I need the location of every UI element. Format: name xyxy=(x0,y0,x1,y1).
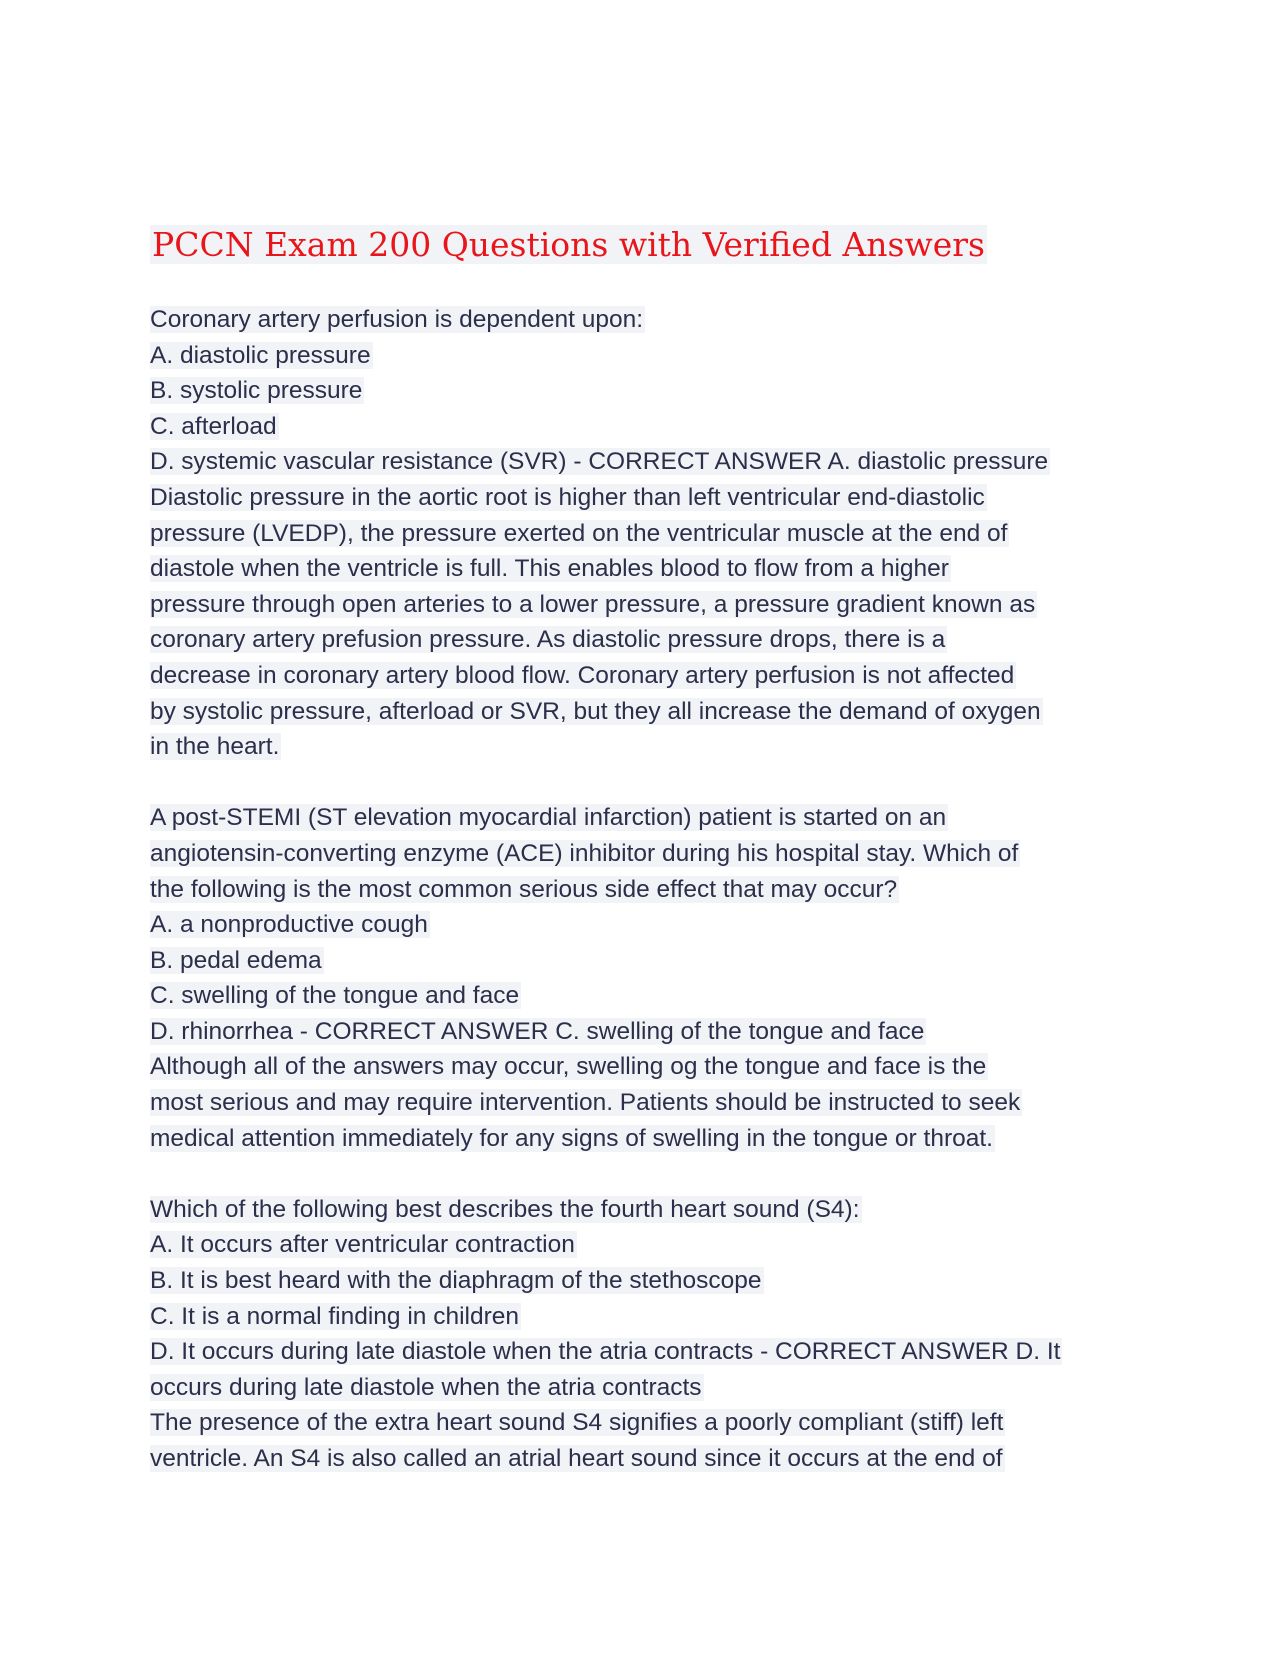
text-line: A post-STEMI (ST elevation myocardial infarction) patient is started on an xyxy=(150,804,947,832)
text-line: pressure through open arteries to a lower pressure, a pressure gradient known as xyxy=(150,590,1036,618)
text-line: decrease in coronary artery blood flow. Coronary artery perfusion is not affected xyxy=(150,661,1015,689)
text-line: ventricle. An S4 is also called an atrial heart sound since it occurs at the end of xyxy=(150,1445,1003,1472)
text-line: C. swelling of the tongue and face xyxy=(150,982,520,1010)
text-line: diastole when the ventricle is full. This enables blood to flow from a higher xyxy=(150,555,949,583)
text-line: Coronary artery perfusion is dependent upon: xyxy=(150,306,644,333)
text-line: occurs during late diastole when the atria contracts xyxy=(150,1373,702,1401)
paragraph-gap xyxy=(150,765,1150,801)
text-line: D. systemic vascular resistance (SVR) - CORRECT ANSWER A. diastolic pressure xyxy=(150,448,1049,476)
text-line: B. systolic pressure xyxy=(150,377,363,405)
text-line: The presence of the extra heart sound S4 signifies a poorly compliant (stiff) left xyxy=(150,1409,1004,1437)
text-line: Diastolic pressure in the aortic root is higher than left ventricular end-diastolic xyxy=(150,483,985,511)
text-line: the following is the most common serious side effect that may occur? xyxy=(150,875,898,903)
text-line: medical attention immediately for any signs of swelling in the tongue or throat. xyxy=(150,1124,993,1152)
text-line: D. It occurs during late diastole when the atria contracts - CORRECT ANSWER D. It xyxy=(150,1338,1061,1366)
text-line: in the heart. xyxy=(150,733,280,761)
text-line: by systolic pressure, afterload or SVR, but they all increase the demand of oxygen xyxy=(150,697,1041,725)
text-line: angiotensin-converting enzyme (ACE) inhibitor during his hospital stay. Which of xyxy=(150,839,1019,867)
question-block-3 xyxy=(150,1192,1150,1477)
document-title-text: PCCN Exam 200 Questions with Verified Answers xyxy=(152,225,985,264)
text-line: most serious and may require intervention. Patients should be instructed to seek xyxy=(150,1089,1021,1117)
paragraph-gap xyxy=(150,1156,1150,1192)
text-line: A. a nonproductive cough xyxy=(150,911,428,939)
text-line: pressure (LVEDP), the pressure exerted on the ventricular muscle at the end of xyxy=(150,519,1008,547)
text-line: coronary artery prefusion pressure. As diastolic pressure drops, there is a xyxy=(150,626,946,654)
text-line: B. pedal edema xyxy=(150,946,322,974)
text-line: C. It is a normal finding in children xyxy=(150,1302,520,1330)
text-line: D. rhinorrhea - CORRECT ANSWER C. swelling of the tongue and face xyxy=(150,1017,925,1045)
text-line: B. It is best heard with the diaphragm of the stethoscope xyxy=(150,1267,762,1295)
text-line: A. diastolic pressure xyxy=(150,341,371,369)
document-body xyxy=(150,302,1150,1477)
text-line: A. It occurs after ventricular contraction xyxy=(150,1231,575,1259)
question-block-1 xyxy=(150,302,1150,765)
text-line: Which of the following best describes the fourth heart sound (S4): xyxy=(150,1195,860,1223)
question-block-2 xyxy=(150,800,1150,1156)
text-line: Although all of the answers may occur, swelling og the tongue and face is the xyxy=(150,1053,987,1081)
text-line: C. afterload xyxy=(150,412,277,440)
document-title xyxy=(150,220,987,270)
